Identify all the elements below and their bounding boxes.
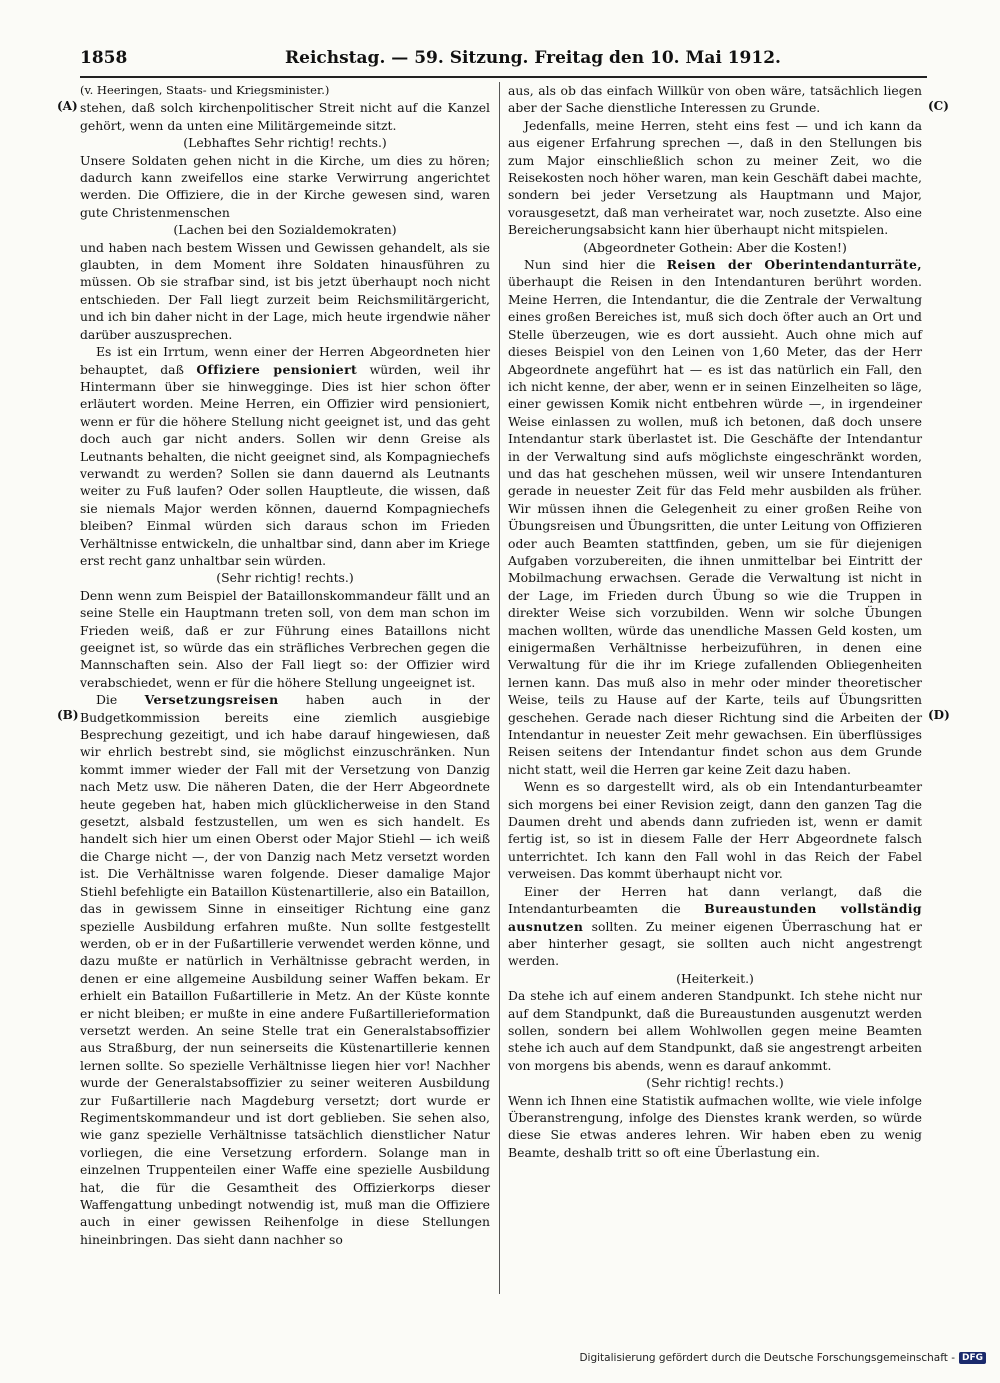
right-column [508, 82, 922, 1161]
page-header [80, 46, 927, 78]
text-run: sollten. Zu meiner eigenen Überraschung hat er aber hinterher gesagt, sie sollten auch nicht angestrengt werden. [508, 918, 922, 969]
emphasis-term: Offiziere pensioniert [196, 361, 358, 377]
credit-text: Digitalisierung gefördert durch die Deutsche Forschungsgemeinschaft - [579, 1352, 955, 1364]
text-run: Es ist ein Irrtum, wenn einer der Herren Abgeordneten hier behauptet, daß [80, 344, 490, 377]
speaker-line: (v. Heeringen, Staats- und Kriegsminister.) [80, 83, 330, 97]
paragraph: Wenn ich Ihnen eine Statistik aufmachen wollte, wie viele infolge Überanstrengung, infolge des Dienstes krank werden, so würde diese Sie etwas anderes lehren. Wir haben eben zu wenig Beamte, deshalb tritt so oft eine Überlastung ein. [508, 1092, 922, 1160]
paragraph: stehen, daß solch kirchenpolitischer Streit nicht auf die Kanzel gehört, wenn da unten eine Militärgemeinde sitzt. [80, 100, 490, 133]
interjection: (Heiterkeit.) [676, 970, 754, 986]
paragraph: Wenn es so dargestellt wird, als ob ein Intendanturbeamter sich morgens bei einer Revision zeigt, dann den ganzen Tag die Daumen dreht und abends dann zufrieden ist, wenn er damit fertig ist, so ist in diesem Falle der Herr Abgeordnete falsch unterrichtet. Ich kann den Fall wohl in das Reich der Fabel verweisen. Das kommt überhaupt nicht vor. [508, 779, 922, 882]
margin-marker-c: (C) [928, 99, 949, 113]
digitization-credit [579, 1352, 986, 1364]
interjection: (Sehr richtig! rechts.) [646, 1075, 784, 1091]
paragraph [80, 691, 490, 1248]
text-run: Einer der Herren hat dann verlangt, daß die Intendanturbeamten die [508, 883, 922, 917]
paragraph [508, 883, 922, 970]
column-divider [499, 82, 500, 1294]
interjection: (Sehr richtig! rechts.) [216, 570, 354, 586]
text-run: Nun sind hier die [524, 257, 656, 273]
emphasis-term: Versetzungsreisen [144, 692, 279, 708]
interjection: (Lebhaftes Sehr richtig! rechts.) [183, 135, 387, 151]
paragraph: Jedenfalls, meine Herren, steht eins fest — und ich kann da aus eigener Erfahrung sprechen —, daß in den Stellungen bis zum Major einschließlich schon zu meiner Zeit, wo die Reisekosten noch höher waren, man kein Geschäft dabei machte, sondern bei jeder Versetzung als Hauptmann und Major, vorausgesetzt, daß man verheiratet war, noch zusetzte. Also eine Bereicherungsabsicht kann hier überhaupt nicht mitspielen. [508, 117, 922, 238]
paragraph: und haben nach bestem Wissen und Gewissen gehandelt, als sie glaubten, in dem Moment ihre Soldaten hinausführen zu müssen. Ob sie strafbar sind, ist bis jetzt überhaupt noch nicht entschieden. Der Fall liegt zurzeit beim Reichsmilitärgericht, und ich bin daher nicht in der Lage, mich heute irgendwie näher darüber auszusprechen. [80, 239, 490, 342]
emphasis-term: Reisen der Oberintendanturräte, [666, 257, 923, 273]
text-run: überhaupt die Reisen in den Intendanturen berührt worden. Meine Herren, die Intendantur, die die Zentrale der Verwaltung eines großen Bereiches ist, muß sich doch öfter auch an Ort und Stelle überzeugen, wie es dort aussieht. Auch ohne mich auf dieses Beispiel von den Leinen von 1,60 Meter, das der Herr Abgeordnete angeführt hat — es ist das natürlich ein Fall, den ich nicht kenne, der aber, wenn er in seinen Einzelheiten so läge, einer gewissen Komik nicht entbehren würde —, in irgendeiner Weise einlassen zu wollen, muß ich betonen, daß doch unsere Intendantur stark überlastet ist. Die Geschäfte der Intendantur in der Verwaltung sind aufs möglichste eingeschränkt worden, und das hat geschehen müssen, weil wir unsere Intendanturen gerade in neuester Zeit für das Feld mehr ausbilden als früher. Wir müssen ihnen die Gelegenheit zu einer großen Reihe von Übungsreisen und Übungsritten, die unter Leitung von Offizieren oder auch Beamten stattfinden, geben, um sie für diejenigen Aufgaben vorzubereiten, die ihnen unmittelbar bei Eintritt der Mobilmachung erwachsen. Gerade die Verwaltung ist nicht in der Lage, im Frieden durch Übung so wie die Truppen in direkter Weise sich vorzubilden. Wenn wir solche Übungen machen wollten, würde das unendliche Massen Geld kosten, um einigermaßen Verhältnisse herbeizuführen, in denen eine Verwaltung für die ihr im Kriege zufallenden Obliegenheiten lernen kann. Das muß also in mehr oder minder theoretischer Weise, teils zu Hause auf der Karte, teils auf Übungsritten geschehen. Gerade nach dieser Richtung sind die Arbeiten der Intendantur in neuester Zeit mehr gewachsen. Ein überflüssiges Reisen seitens der Intendantur findet schon aus dem Grunde nicht statt, weil die Herren gar keine Zeit dazu haben. [508, 274, 922, 777]
dfg-logo: DFG [959, 1352, 986, 1364]
margin-marker-d: (D) [928, 708, 950, 722]
paragraph: Da stehe ich auf einem anderen Standpunkt. Ich stehe nicht nur auf dem Standpunkt, daß die Bureaustunden ausgenutzt werden sollen, sondern bei allem Wohlwollen gegen meine Beamten stehe ich auch auf dem Standpunkt, daß sie angestrengt arbeiten von morgens bis abends, wenn es darauf ankommt. [508, 988, 922, 1073]
text-run: Die [96, 692, 118, 708]
paragraph: aus, als ob das einfach Willkür von oben wäre, tatsächlich liegen aber der Sache dienstliche Interessen zu Grunde. [508, 83, 922, 116]
margin-marker-a: (A) [57, 99, 78, 113]
emphasis-term: Bureaustunden vollständig ausnutzen [508, 901, 922, 934]
page-number: 1858 [80, 48, 128, 68]
interjection: (Lachen bei den Sozialdemokraten) [173, 222, 397, 238]
text-run: würden, weil ihr Hintermann über sie hinwegginge. Dies ist hier schon öfter erläutert worden. Meine Herren, ein Offizier wird pensioniert, wenn er für die höhere Stellung nicht geeignet ist, und das geht doch auch gar nicht anders. Sollen wir denn Greise als Leutnants behalten, die nicht geeignet sind, als Kompagniechefs verwandt zu werden? Sollen sie dann dauernd als Leutnants weiter zu Fuß laufen? Oder sollen Hauptleute, die wissen, daß sie niemals Major werden können, dauernd Kompagniechefs bleiben? Einmal würden sich daraus schon im Frieden Verhältnisse entwickeln, die unhaltbar sind, dann aber im Kriege erst recht ganz unhaltbar sein würden. [80, 361, 490, 568]
page-title: Reichstag. — 59. Sitzung. Freitag den 10. Mai 1912. [285, 48, 781, 68]
paragraph: Denn wenn zum Beispiel der Bataillonskommandeur fällt und an seine Stelle ein Hauptmann treten soll, von dem man schon im Frieden weiß, daß er zur Führung eines Bataillons nicht geeignet ist, so würde das ein sträfliches Verbrechen gegen die Mannschaften sein. Also der Fall liegt so: der Offizier wird verabschiedet, wenn er für die höhere Stellung ungeeignet ist. [80, 587, 490, 690]
paragraph [80, 343, 490, 569]
paragraph: Unsere Soldaten gehen nicht in die Kirche, um dies zu hören; dadurch kann zweifellos eine starke Verwirrung angerichtet werden. Die Offiziere, die in der Kirche gewesen sind, waren gute Christenmenschen [80, 152, 490, 220]
interjection: (Abgeordneter Gothein: Aber die Kosten!) [583, 239, 847, 255]
text-run: haben auch in der Budgetkommission bereits eine ziemlich ausgiebige Besprechung gezeitigt, und ich habe darauf hingewiesen, daß wir ehrlich bestrebt sind, sie möglichst einzuschränken. Nun kommt immer wieder der Fall mit der Versetzung von Danzig nach Metz usw. Die näheren Daten, die der Herr Abgeordnete heute gegeben hat, haben mich glücklicherweise in den Stand gesetzt, alsbald festzustellen, um wen es sich handelt. Es handelt sich hier um einen Oberst oder Major Stiehl — ich weiß die Charge nicht —, der von Danzig nach Metz versetzt worden ist. Die Verhältnisse waren folgende. Dieser damalige Major Stiehl befehligte ein Bataillon Küstenartillerie, also ein Bataillon, das in gewissem Sinne in einseitiger Richtung eine ganz spezielle Ausbildung erfahren mußte. Nun sollte festgestellt werden, ob er in der Fußartillerie verwendet werden könne, und dazu mußte er natürlich in Verhältnisse gebracht werden, in denen er eine allgemeine Ausbildung seiner Waffen bekam. Er erhielt ein Bataillon Fußartillerie in Metz. An der Küste konnte er nicht bleiben; er mußte in eine andere Fußartillerieformation versetzt werden. An seine Stelle trat ein Generalstabsoffizier aus Straßburg, der nun seinerseits die Küstenartillerie kennen lernen sollte. So spezielle Verhältnisse liegen hier vor! Nachher wurde der Generalstabsoffizier zu seiner weiteren Ausbildung zur Fußartillerie nach Magdeburg versetzt; dort wurde er Regimentskommandeur und ist dort geblieben. Sie sehen also, wie ganz spezielle Verhältnisse tatsächlich dienstlicher Natur vorliegen, die eine Versetzung erfordern. Solange man in einzelnen Truppenteilen einer Waffe eine spezielle Ausbildung hat, die für die Gesamtheit des Offizierkorps dieser Waffengattung unbedingt notwendig ist, muß man die Offiziere auch in einer gewissen Reihenfolge in diese Stellungen hineinbringen. Das sieht dann nachher so [80, 692, 490, 1247]
margin-marker-b: (B) [57, 708, 79, 722]
paragraph [508, 256, 922, 778]
left-column [80, 82, 490, 1248]
